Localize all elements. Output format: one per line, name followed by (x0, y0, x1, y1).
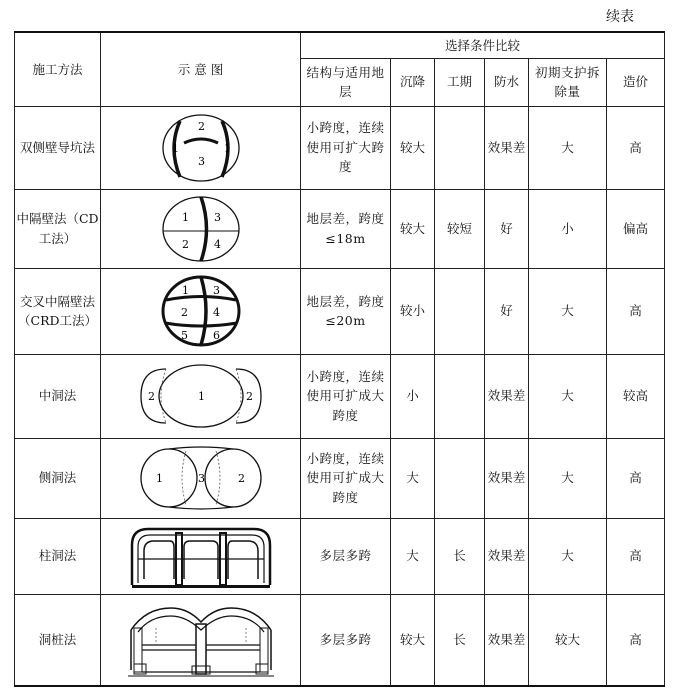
diagram-double-side-drift (101, 106, 301, 189)
cost-value: 较高 (607, 354, 665, 438)
settlement-value: 较大 (391, 189, 435, 268)
d3-label-e: 5 (180, 329, 188, 342)
support-removal-value: 较大 (529, 594, 607, 686)
settlement-value: 较大 (391, 594, 435, 686)
d3-label-c: 2 (180, 306, 188, 319)
waterproof-value: 效果差 (485, 438, 529, 518)
method-name: 交叉中隔壁法（CRD工法） (15, 268, 101, 354)
duration-value (435, 268, 485, 354)
support-removal-value: 大 (529, 438, 607, 518)
waterproof-value: 好 (485, 268, 529, 354)
method-name: 中洞法 (15, 354, 101, 438)
method-name: 侧洞法 (15, 438, 101, 518)
d4-label-b: 1 (197, 390, 205, 403)
support-removal-value: 大 (529, 268, 607, 354)
header-support-removal: 初期支护拆除量 (529, 58, 607, 106)
method-name: 双侧壁导坑法 (15, 106, 101, 189)
d3-label-a: 1 (181, 284, 189, 297)
cost-value: 高 (607, 268, 665, 354)
duration-value (435, 106, 485, 189)
settlement-value: 小 (391, 354, 435, 438)
header-comparison: 选择条件比较 (301, 32, 665, 58)
header-settlement: 沉降 (391, 58, 435, 106)
d1-label-d: 1 (223, 141, 231, 155)
cost-value: 高 (607, 594, 665, 686)
cost-value: 高 (607, 518, 665, 594)
d3-label-b: 3 (212, 284, 220, 297)
table-row (15, 518, 665, 594)
duration-value: 长 (435, 594, 485, 686)
diagram-cd-method (101, 189, 301, 268)
header-cost: 造价 (607, 58, 665, 106)
d2-label-d: 4 (213, 237, 221, 251)
structure-value: 小跨度，连续使用可扩成大跨度 (301, 354, 391, 438)
table-row (15, 268, 665, 354)
settlement-value: 大 (391, 438, 435, 518)
duration-value: 长 (435, 518, 485, 594)
d2-label-c: 2 (181, 237, 189, 251)
duration-value (435, 354, 485, 438)
support-removal-value: 大 (529, 518, 607, 594)
d3-label-d: 4 (212, 306, 220, 319)
d2-label-b: 3 (213, 210, 221, 224)
waterproof-value: 效果差 (485, 354, 529, 438)
pile-drift-diagram (126, 600, 276, 680)
method-name: 柱洞法 (15, 518, 101, 594)
waterproof-value: 效果差 (485, 106, 529, 189)
double-side-drift-diagram (156, 111, 246, 185)
table-row (15, 189, 665, 268)
structure-value: 地层差，跨度≤20m (301, 268, 391, 354)
diagram-pile-drift (101, 594, 301, 686)
d5-label-b: 3 (197, 472, 205, 485)
diagram-center-drift (101, 354, 301, 438)
duration-value (435, 438, 485, 518)
d5-label-a: 1 (155, 472, 163, 485)
structure-value: 小跨度，连续使用可扩成大跨度 (301, 438, 391, 518)
center-drift-diagram (136, 363, 266, 429)
settlement-value: 较大 (391, 106, 435, 189)
waterproof-value: 效果差 (485, 594, 529, 686)
d4-label-a: 2 (147, 390, 155, 403)
d1-label-a: 1 (171, 141, 179, 155)
header-method: 施工方法 (15, 32, 101, 106)
pillar-drift-diagram (128, 523, 274, 589)
structure-value: 多层多跨 (301, 594, 391, 686)
d1-label-c: 3 (197, 154, 205, 168)
cost-value: 高 (607, 438, 665, 518)
waterproof-value: 效果差 (485, 518, 529, 594)
method-name: 中隔壁法（CD工法） (15, 189, 101, 268)
header-diagram: 示 意 图 (101, 32, 301, 106)
crd-method-diagram (156, 273, 246, 349)
header-waterproof: 防水 (485, 58, 529, 106)
cost-value: 高 (607, 106, 665, 189)
d5-label-c: 2 (237, 472, 245, 485)
diagram-pillar-drift (101, 518, 301, 594)
side-drift-diagram (136, 445, 266, 511)
cd-method-diagram (156, 193, 246, 265)
diagram-crd-method (101, 268, 301, 354)
cost-value: 偏高 (607, 189, 665, 268)
continued-label: 续表 (606, 9, 634, 25)
settlement-value: 较小 (391, 268, 435, 354)
structure-value: 小跨度，连续使用可扩大跨度 (301, 106, 391, 189)
header-duration: 工期 (435, 58, 485, 106)
d1-label-b: 2 (197, 119, 205, 133)
duration-value: 较短 (435, 189, 485, 268)
header-structure: 结构与适用地层 (301, 58, 391, 106)
d3-label-f: 6 (212, 329, 220, 342)
support-removal-value: 大 (529, 106, 607, 189)
method-name: 洞桩法 (15, 594, 101, 686)
diagram-side-drift (101, 438, 301, 518)
structure-value: 多层多跨 (301, 518, 391, 594)
table-row (15, 106, 665, 189)
structure-value: 地层差，跨度≤18m (301, 189, 391, 268)
waterproof-value: 好 (485, 189, 529, 268)
support-removal-value: 大 (529, 354, 607, 438)
table-row (15, 354, 665, 438)
support-removal-value: 小 (529, 189, 607, 268)
d2-label-a: 1 (181, 210, 189, 224)
table-row (15, 594, 665, 686)
table-row (15, 438, 665, 518)
settlement-value: 大 (391, 518, 435, 594)
d4-label-c: 2 (245, 390, 253, 403)
construction-method-table (14, 31, 665, 687)
